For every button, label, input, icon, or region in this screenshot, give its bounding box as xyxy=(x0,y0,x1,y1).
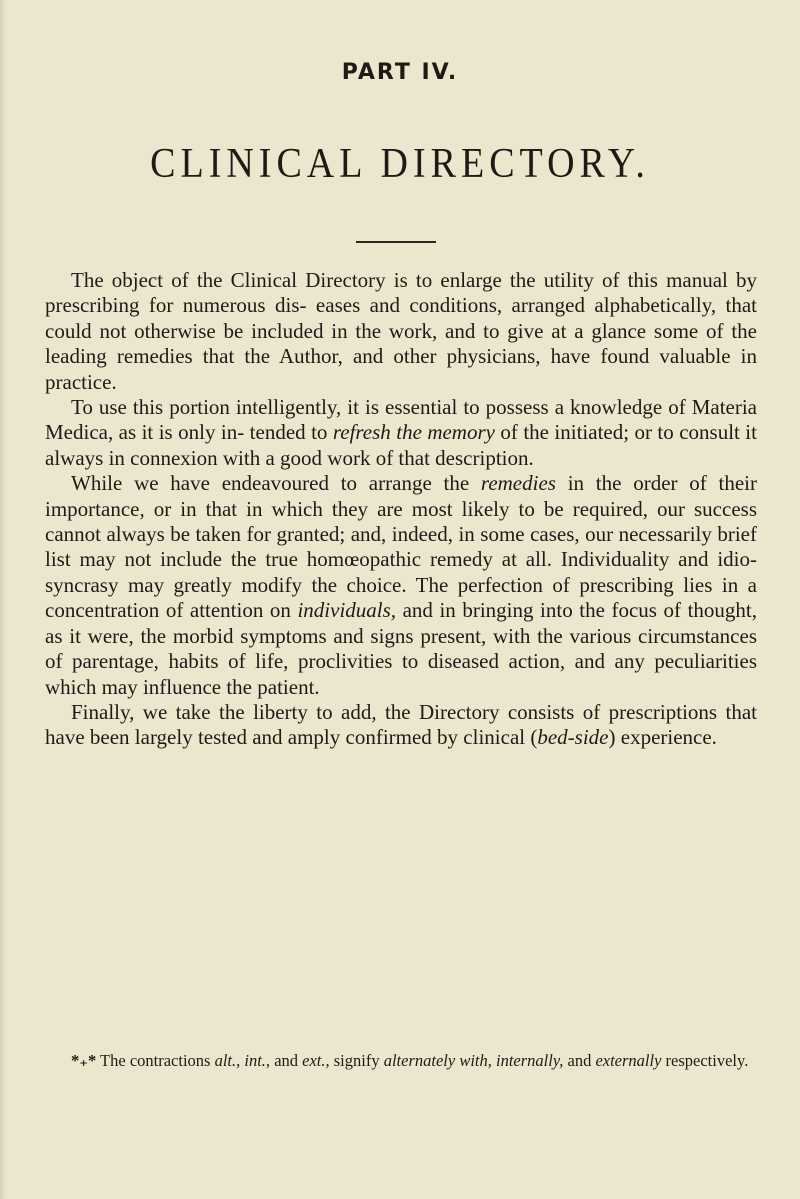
paragraph-text: To use this portion intelligently, it is essential to possess a knowledge of Materia Medica, as it is only in- tended to xyxy=(45,395,757,445)
footnote-emphasis: ext., xyxy=(302,1051,330,1070)
emphasis-text: refresh the memory xyxy=(332,420,495,445)
footnote xyxy=(45,1049,757,1072)
body-text xyxy=(45,268,757,751)
footnote-text: signify xyxy=(329,1051,384,1070)
footnote-text: The contractions xyxy=(96,1051,215,1070)
footnote-text: and xyxy=(270,1051,303,1070)
footnote-emphasis: int., xyxy=(244,1051,271,1070)
page-title: CLINICAL DIRECTORY. xyxy=(150,140,650,188)
paragraph-object xyxy=(45,268,757,395)
emphasis-text: remedies xyxy=(480,471,556,496)
footnote-marker: *₊* xyxy=(71,1051,97,1070)
paragraph-text: in the order of their importance, or in that in which they are most likely to be required, our success cannot always be taken for granted; and, indeed, in some cases, our necessarily brief list may not include the true homœopathic remedy at all. Individuality and idio- syncrasy may greatly modify the choice. The perfection of prescribing lies in a concentration of attention on xyxy=(45,471,757,623)
title-divider xyxy=(356,241,436,243)
footnote-text: respectively. xyxy=(661,1051,749,1070)
paragraph-text: Finally, we take the liberty to add, the Directory consists of prescriptions that have been largely tested and amply confirmed by clinical ( xyxy=(45,699,757,750)
paragraph-text: While we have endeavoured to arrange the xyxy=(71,471,481,496)
paragraph-finally xyxy=(45,700,757,751)
paragraph-text: The object of the Clinical Directory is to enlarge the utility of this manual by prescribing for numerous dis- eases and conditions, arranged alphabetically, that could not otherwise be included in the work, and to give at a glance some of the leading remedies that the Author, and other physicians, have found valuable in practice. xyxy=(45,268,757,394)
footnote-text: and xyxy=(563,1051,596,1070)
footnote-emphasis: externally xyxy=(595,1051,662,1070)
emphasis-text: individuals, xyxy=(297,598,397,623)
paragraph-text: of the initiated; or to consult it always in connexion with a good work of that description. xyxy=(45,420,757,470)
footnote-emphasis: alternately with, internally, xyxy=(383,1051,564,1070)
paragraph-remedies xyxy=(45,471,757,700)
paragraph-usage xyxy=(45,395,757,471)
emphasis-text: bed-side xyxy=(537,725,609,750)
part-heading: PART IV. xyxy=(341,60,459,85)
footnote-emphasis: alt., xyxy=(214,1051,241,1070)
paragraph-text: and in bringing into the focus of thought, as it were, the morbid symptoms and signs present, with the various circumstances of parentage, habits of life, proclivities to diseased action, and any peculiarities which may influence the patient. xyxy=(45,598,757,699)
paragraph-text: ) experience. xyxy=(608,725,717,750)
